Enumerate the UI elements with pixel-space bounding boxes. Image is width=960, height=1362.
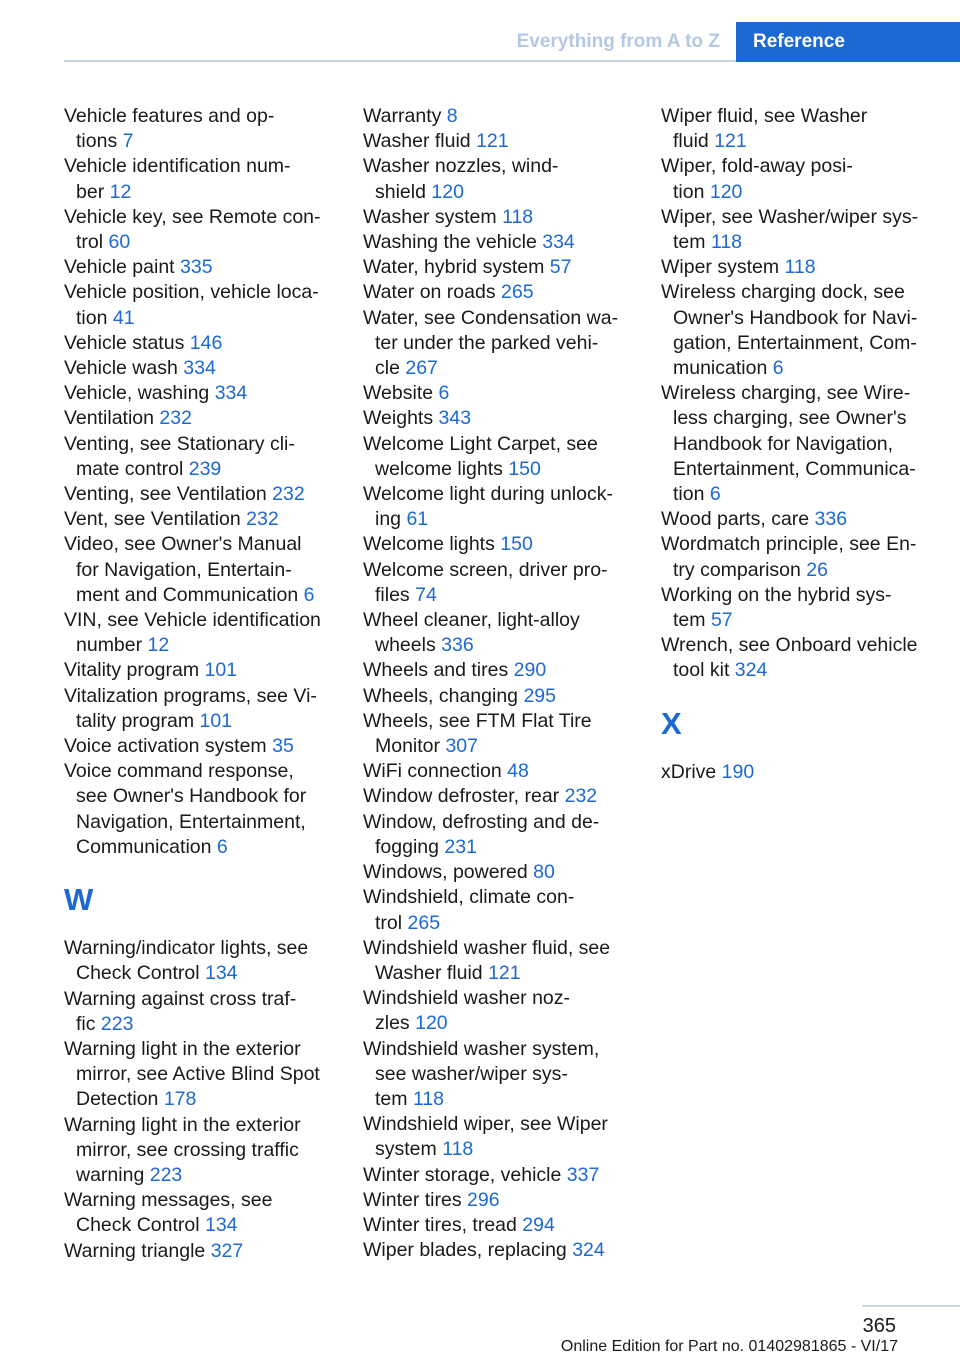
page-reference-link[interactable]: 118 xyxy=(502,205,534,228)
index-entry-text: see Owner's Handbook for xyxy=(76,785,307,808)
footer-edition: Online Edition for Part no. 01402981865 - VI/17 xyxy=(560,1338,898,1355)
index-entry xyxy=(64,734,336,759)
index-entry xyxy=(363,784,635,809)
page-reference-link[interactable]: 337 xyxy=(566,1163,600,1186)
index-entry xyxy=(64,280,336,330)
page-reference-link[interactable]: 265 xyxy=(501,281,534,304)
index-entry-text: Detection xyxy=(76,1088,164,1111)
index-entry-text: Check Control xyxy=(76,1214,205,1237)
index-entry-text: Vehicle paint xyxy=(64,256,181,279)
page-reference-link[interactable]: 336 xyxy=(441,634,474,657)
index-entry-text: Check Control xyxy=(76,962,205,985)
index-letter-heading: W xyxy=(64,882,94,918)
index-entry xyxy=(363,986,635,1036)
index-entry xyxy=(661,507,933,532)
index-entry-text: Wrench, see Onboard vehicle xyxy=(661,634,918,657)
page-reference-link[interactable]: 232 xyxy=(272,483,305,506)
page-reference-link[interactable]: 343 xyxy=(438,407,472,430)
page-reference-link[interactable]: 6 xyxy=(772,357,784,380)
index-entry-text: Monitor xyxy=(375,735,446,758)
index-entry-text: Windshield washer fluid, see xyxy=(363,936,611,959)
index-entry-text: Vehicle position, vehicle loca- xyxy=(64,281,319,304)
index-entry xyxy=(64,432,336,482)
page-reference-link[interactable]: 7 xyxy=(122,130,134,153)
page-reference-link[interactable]: 265 xyxy=(407,911,441,934)
index-entry xyxy=(363,885,635,935)
index-entry-text: Winter tires xyxy=(363,1188,468,1211)
index-entry-text: Welcome lights xyxy=(363,533,501,556)
page-reference-link[interactable]: 6 xyxy=(438,382,450,405)
index-entry xyxy=(363,936,635,986)
index-entry-text: Warranty xyxy=(363,105,447,127)
index-entry xyxy=(661,583,933,633)
index-entry-text: mirror, see Active Blind Spot xyxy=(76,1063,320,1086)
index-entry-text: try comparison xyxy=(673,558,807,581)
index-entry-text: Handbook for Navigation, xyxy=(673,432,894,455)
index-entry-text: fluid xyxy=(673,130,715,153)
index-entry-text: Warning light in the exterior xyxy=(64,1037,301,1060)
index-entry-text: munication xyxy=(673,357,773,380)
index-entry-text: Wood parts, care xyxy=(661,508,815,531)
index-entry-text: Ventilation xyxy=(64,407,160,430)
index-entry-text: Voice activation system xyxy=(64,735,273,758)
index-entry xyxy=(64,205,336,255)
page-reference-link[interactable]: 295 xyxy=(523,684,556,707)
index-entry-text: Wiper system xyxy=(661,256,785,279)
index-entry-text: Vehicle identification num- xyxy=(64,155,291,178)
index-entry-text: Wiper blades, replacing xyxy=(363,1239,573,1262)
index-entry-text: Vehicle features and op- xyxy=(64,105,275,127)
index-entry-text: Winter storage, vehicle xyxy=(363,1163,567,1186)
index-column-3 xyxy=(661,104,933,785)
index-entry-text: Washer nozzles, wind- xyxy=(363,155,559,178)
index-entry-text: xDrive xyxy=(661,760,722,783)
index-column-1 xyxy=(64,104,336,1264)
index-entry xyxy=(661,255,933,280)
index-entry-text: warning xyxy=(76,1163,150,1186)
page-reference-link[interactable]: 57 xyxy=(710,609,733,632)
page-reference-link[interactable]: 267 xyxy=(405,357,438,380)
index-entry-text: cle xyxy=(375,357,406,380)
page-reference-link[interactable]: 296 xyxy=(467,1188,500,1211)
page-reference-link[interactable]: 232 xyxy=(246,508,279,531)
index-entry-text: mirror, see crossing traffic xyxy=(76,1138,299,1161)
index-entry xyxy=(64,406,336,431)
index-entry-text: Navigation, Entertainment, xyxy=(76,810,306,833)
index-entry xyxy=(363,709,635,759)
index-entry-text: tions xyxy=(76,130,123,153)
page-reference-link[interactable]: 294 xyxy=(522,1213,555,1236)
page-reference-link[interactable]: 35 xyxy=(272,735,294,758)
page-reference-link[interactable]: 12 xyxy=(147,634,170,657)
index-entry-text: Warning messages, see xyxy=(64,1189,273,1212)
index-entry-text: Wheels and tires xyxy=(363,659,514,682)
page-reference-link[interactable]: 150 xyxy=(500,533,533,556)
header-tab-label: Reference xyxy=(753,31,845,52)
index-entry-text: Wheel cleaner, light-alloy xyxy=(363,609,580,632)
index-entry-text: gation, Entertainment, Com- xyxy=(673,331,917,354)
index-entry xyxy=(363,482,635,532)
page-reference-link[interactable]: 60 xyxy=(108,231,131,254)
index-entry-text: Wordmatch principle, see En- xyxy=(661,533,917,556)
index-entry xyxy=(363,1163,635,1188)
index-entry-text: Wiper, fold-away posi- xyxy=(661,155,853,178)
index-entry xyxy=(363,810,635,860)
index-entry xyxy=(363,1112,635,1162)
index-entry xyxy=(363,1238,635,1263)
index-entry xyxy=(363,280,635,305)
index-column-2 xyxy=(363,104,635,1263)
page-reference-link[interactable]: 231 xyxy=(444,835,477,858)
page-reference-link[interactable]: 134 xyxy=(204,962,238,985)
index-entry-text: tion xyxy=(673,483,710,506)
index-entry xyxy=(363,684,635,709)
page-reference-link[interactable]: 290 xyxy=(513,659,547,682)
index-entry-text: Working on the hybrid sys- xyxy=(661,583,892,606)
page-reference-link[interactable]: 80 xyxy=(533,861,555,884)
index-entry xyxy=(661,381,933,507)
index-entry-text: Vehicle wash xyxy=(64,357,184,380)
index-entry xyxy=(64,759,336,860)
page-reference-link[interactable]: 41 xyxy=(112,306,135,329)
index-entry xyxy=(64,1188,336,1238)
index-entry xyxy=(363,230,635,255)
index-entry-text: system xyxy=(375,1138,443,1161)
index-entry xyxy=(661,205,933,255)
index-entry-text: Communication xyxy=(76,835,217,858)
page-reference-link[interactable]: 118 xyxy=(412,1087,445,1110)
index-entry-text: Washer system xyxy=(363,205,503,228)
index-entry xyxy=(661,104,933,154)
index-entry xyxy=(64,684,336,734)
index-entry xyxy=(64,936,336,986)
index-entry-text: Windshield washer system, xyxy=(363,1037,600,1060)
index-entry-text: Washer fluid xyxy=(375,961,489,984)
index-entry-text: Weights xyxy=(363,407,439,430)
index-entry-text: trol xyxy=(375,911,408,934)
index-entry-text: Wireless charging, see Wire- xyxy=(661,382,911,405)
page-reference-link[interactable]: 150 xyxy=(508,457,541,480)
index-entry xyxy=(363,432,635,482)
header-tab xyxy=(736,22,960,62)
index-entry xyxy=(363,154,635,204)
page-reference-link[interactable]: 307 xyxy=(445,735,478,758)
index-entry-text: Windshield, climate con- xyxy=(363,886,575,909)
index-entry-text: fic xyxy=(76,1012,101,1035)
index-entry xyxy=(363,1213,635,1238)
page-reference-link[interactable]: 6 xyxy=(216,835,228,858)
page-reference-link[interactable]: 134 xyxy=(204,1214,238,1237)
index-entry xyxy=(64,658,336,683)
index-entry-text: Wheels, see FTM Flat Tire xyxy=(363,709,592,732)
index-entry-text: Vehicle key, see Remote con- xyxy=(64,205,321,228)
index-entry xyxy=(64,507,336,532)
index-entry xyxy=(64,482,336,507)
index-entry-text: ing xyxy=(375,508,407,531)
index-entry-text: WiFi connection xyxy=(363,760,508,783)
page-reference-link[interactable]: 232 xyxy=(159,407,192,430)
index-entry xyxy=(363,306,635,382)
page-reference-link[interactable]: 121 xyxy=(476,130,509,153)
footer-rule xyxy=(862,1305,960,1307)
page-reference-link[interactable]: 223 xyxy=(100,1012,134,1035)
page-reference-link[interactable]: 6 xyxy=(303,583,315,606)
index-entry-text: Windows, powered xyxy=(363,861,534,884)
page-reference-link[interactable]: 6 xyxy=(709,483,721,506)
page-number: 365 xyxy=(862,1315,896,1337)
index-entry-text: tool kit xyxy=(673,659,735,682)
index-entry-text: Venting, see Ventilation xyxy=(64,483,273,506)
index-entry-text: see washer/wiper sys- xyxy=(375,1062,568,1085)
index-entry-text: Venting, see Stationary cli- xyxy=(64,432,295,455)
index-entry xyxy=(64,331,336,356)
index-entry-text: Warning triangle xyxy=(64,1239,211,1262)
index-entry-text: Vitality program xyxy=(64,659,205,682)
index-entry xyxy=(661,760,933,785)
index-entry xyxy=(363,532,635,557)
index-entry-text: Welcome Light Carpet, see xyxy=(363,432,598,455)
index-letter-heading: X xyxy=(661,705,682,741)
index-entry-text: Entertainment, Communica- xyxy=(673,457,916,480)
page-reference-link[interactable]: 334 xyxy=(214,382,248,405)
index-entry-text: ter under the parked vehi- xyxy=(375,331,599,354)
index-entry xyxy=(363,255,635,280)
index-entry-text: ber xyxy=(76,180,110,203)
index-entry-text: Warning light in the exterior xyxy=(64,1113,301,1136)
page-reference-link[interactable]: 223 xyxy=(149,1163,183,1186)
index-entry xyxy=(363,406,635,431)
index-entry-text: files xyxy=(375,583,416,606)
index-entry xyxy=(363,205,635,230)
page-reference-link[interactable]: 327 xyxy=(210,1239,244,1262)
index-entry xyxy=(363,1037,635,1113)
index-entry xyxy=(363,104,635,129)
index-entry-text: tem xyxy=(375,1087,413,1110)
index-entry-text: wheels xyxy=(375,634,442,657)
index-entry-text: Vent, see Ventilation xyxy=(64,508,247,531)
index-entry xyxy=(64,154,336,204)
index-entry-text: zles xyxy=(375,1012,416,1035)
index-entry-text: fogging xyxy=(375,835,445,858)
index-entry-text: Vitalization programs, see Vi- xyxy=(64,684,317,707)
index-entry xyxy=(661,633,933,683)
page-reference-link[interactable]: 74 xyxy=(415,583,437,606)
index-entry xyxy=(64,1239,336,1264)
index-entry-text: shield xyxy=(375,180,432,203)
page-reference-link[interactable]: 120 xyxy=(431,180,464,203)
index-entry xyxy=(363,608,635,658)
index-entry-text: Voice command response, xyxy=(64,760,294,783)
page-reference-link[interactable]: 120 xyxy=(415,1012,448,1035)
page-reference-link[interactable]: 120 xyxy=(709,180,743,203)
page-reference-link[interactable]: 334 xyxy=(542,231,575,254)
index-entry-text: Washer fluid xyxy=(363,130,477,153)
page-reference-link[interactable]: 232 xyxy=(564,785,598,808)
index-entry xyxy=(64,608,336,658)
page-reference-link[interactable]: 26 xyxy=(806,558,828,581)
index-entry-text: Owner's Handbook for Navi- xyxy=(673,306,918,329)
index-entry xyxy=(661,154,933,204)
index-entry-text: Wheels, changing xyxy=(363,684,524,707)
page-reference-link[interactable]: 334 xyxy=(183,357,216,380)
page-reference-link[interactable]: 121 xyxy=(714,130,747,153)
index-entry-text: Water, hybrid system xyxy=(363,256,550,279)
page-reference-link[interactable]: 57 xyxy=(549,256,572,279)
index-entry-text: Winter tires, tread xyxy=(363,1213,523,1236)
index-entry-text: for Navigation, Entertain- xyxy=(76,558,292,581)
index-entry xyxy=(363,759,635,784)
index-entry-text: Windshield wiper, see Wiper xyxy=(363,1113,608,1136)
index-entry-text: VIN, see Vehicle identification xyxy=(64,609,321,632)
page-reference-link[interactable]: 190 xyxy=(721,760,755,783)
page-reference-link[interactable]: 178 xyxy=(163,1088,197,1111)
index-entry xyxy=(64,532,336,608)
page-reference-link[interactable]: 121 xyxy=(488,961,521,984)
index-entry-text: Warning/indicator lights, see xyxy=(64,937,309,960)
index-entry xyxy=(363,381,635,406)
index-entry-text: less charging, see Owner's xyxy=(673,407,907,430)
index-entry-text: welcome lights xyxy=(375,457,509,480)
index-entry-text: tion xyxy=(673,180,710,203)
index-entry xyxy=(363,558,635,608)
index-entry-text: trol xyxy=(76,231,109,254)
index-entry-text: Window, defrosting and de- xyxy=(363,810,600,833)
page-reference-link[interactable]: 335 xyxy=(180,256,213,279)
index-entry-text: Website xyxy=(363,382,439,405)
index-entry-text: Video, see Owner's Manual xyxy=(64,533,302,556)
index-entry xyxy=(64,987,336,1037)
page-reference-link[interactable]: 118 xyxy=(784,256,816,279)
page-reference-link[interactable]: 61 xyxy=(406,508,429,531)
index-entry-text: Water on roads xyxy=(363,281,502,304)
index-entry-text: number xyxy=(76,634,148,657)
page-reference-link[interactable]: 118 xyxy=(442,1138,474,1161)
index-entry xyxy=(64,104,336,154)
page-reference-link[interactable]: 12 xyxy=(109,180,132,203)
index-entry xyxy=(661,280,933,381)
index-entry xyxy=(363,129,635,154)
header-section-title: Everything from A to Z xyxy=(516,31,720,52)
index-entry-text: Wiper, see Washer/wiper sys- xyxy=(661,205,919,228)
index-entry-text: tion xyxy=(76,306,113,329)
index-entry-text: Warning against cross traf- xyxy=(64,987,297,1010)
index-entry xyxy=(64,255,336,280)
index-entry-text: mate control xyxy=(76,457,189,480)
page-reference-link[interactable]: 118 xyxy=(710,231,743,254)
index-entry-text: tem xyxy=(673,231,711,254)
index-entry xyxy=(64,1113,336,1189)
page-reference-link[interactable]: 336 xyxy=(814,508,848,531)
index-entry xyxy=(363,658,635,683)
page-reference-link[interactable]: 324 xyxy=(572,1239,605,1262)
page-reference-link[interactable]: 239 xyxy=(188,457,222,480)
index-entry-text: Vehicle, washing xyxy=(64,382,215,405)
page-reference-link[interactable]: 48 xyxy=(507,760,529,783)
index-entry-text: Water, see Condensation wa- xyxy=(363,306,619,329)
index-entry-text: Wiper fluid, see Washer xyxy=(661,105,868,127)
page-reference-link[interactable]: 146 xyxy=(189,331,223,354)
index-entry-text: Window defroster, rear xyxy=(363,785,565,808)
index-entry-text: ment and Communication xyxy=(76,583,304,606)
index-entry xyxy=(363,1188,635,1213)
page-reference-link[interactable]: 101 xyxy=(199,709,233,732)
page-reference-link[interactable]: 8 xyxy=(446,105,458,127)
index-entry-text: Vehicle status xyxy=(64,331,190,354)
page-reference-link[interactable]: 101 xyxy=(204,659,238,682)
index-entry-text: tality program xyxy=(76,709,200,732)
index-entry-text: Windshield washer noz- xyxy=(363,987,571,1010)
page-reference-link[interactable]: 324 xyxy=(734,659,768,682)
index-entry-text: Welcome light during unlock- xyxy=(363,483,614,506)
index-entry-text: tem xyxy=(673,609,711,632)
index-entry-text: Wireless charging dock, see xyxy=(661,281,905,304)
index-entry-text: Washing the vehicle xyxy=(363,231,543,254)
index-entry xyxy=(661,532,933,582)
index-entry xyxy=(64,356,336,381)
index-entry xyxy=(363,860,635,885)
index-entry-text: Welcome screen, driver pro- xyxy=(363,558,608,581)
index-entry xyxy=(64,1037,336,1113)
index-entry xyxy=(64,381,336,406)
